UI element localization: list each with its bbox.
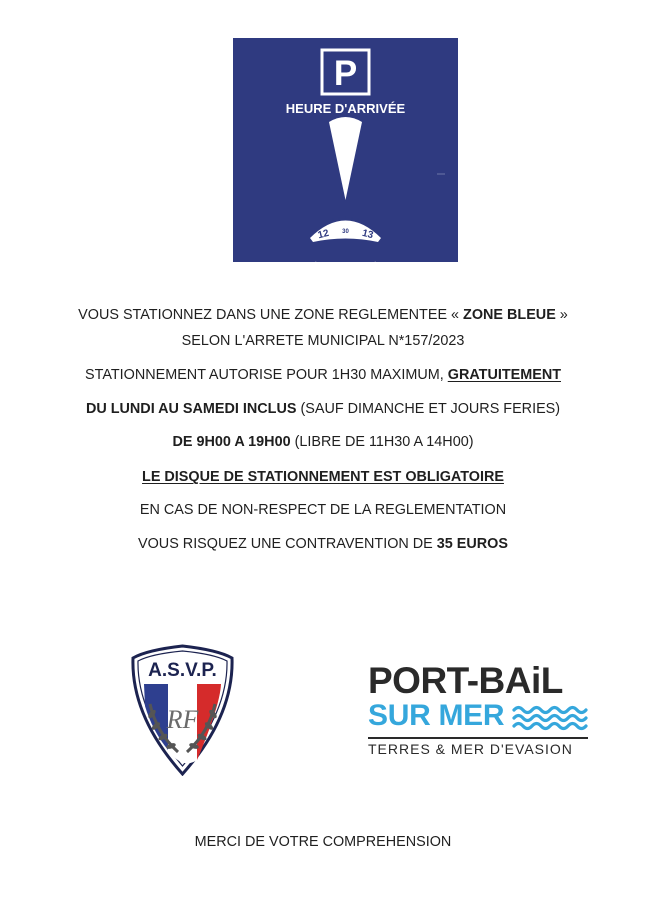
notice-line-duration	[0, 366, 646, 384]
parking-disc-graphic	[233, 38, 458, 262]
arrival-pointer	[329, 117, 362, 200]
parking-letter: P	[333, 54, 358, 93]
notice-line-hours	[0, 433, 646, 451]
notice-hours-free: (LIBRE DE 11H30 A 14H00)	[290, 434, 474, 450]
notice-line-decree: SELON L'ARRETE MUNICIPAL N*157/2023	[181, 333, 465, 349]
notice-duration-text: STATIONNEMENT AUTORISE POUR 1H30 MAXIMUM,	[85, 367, 448, 383]
asvp-monogram: RF	[166, 705, 199, 734]
notice-fine-text: VOUS RISQUEZ UNE CONTRAVENTION DE	[138, 536, 437, 552]
asvp-badge	[130, 644, 235, 776]
notice-zone-text: VOUS STATIONNEZ DANS UNE ZONE REGLEMENTEE «	[78, 307, 464, 323]
notice-mandatory-text: LE DISQUE DE STATIONNEMENT EST OBLIGATOIRE	[142, 469, 504, 485]
logo-line-sur-mer: SUR MER	[368, 699, 505, 732]
notice-fine-amount: 35 EUROS	[436, 536, 508, 552]
notice-line-mandatory	[0, 468, 646, 486]
notice-line-fine	[0, 535, 646, 553]
notice-line-days	[0, 400, 646, 418]
disc-caption: HEURE D'ARRIVÉE	[285, 101, 406, 116]
dial-hour-left: 12	[316, 227, 331, 242]
notice-free-label: GRATUITEMENT	[447, 367, 561, 383]
notice-line-noncompliance: EN CAS DE NON-RESPECT DE LA REGLEMENTATION	[139, 502, 507, 518]
dial-hour-right: 13	[360, 227, 375, 242]
notice-line-zone	[0, 306, 646, 324]
port-bail-logo	[366, 660, 596, 760]
logo-line-port-bail: PORT-BAiL	[368, 660, 563, 701]
notice-zone-name: ZONE BLEUE	[463, 307, 556, 323]
logo-divider	[368, 737, 588, 739]
dial-minutes: 30	[342, 229, 349, 235]
parking-disc	[233, 38, 458, 262]
thanks-footer: MERCI DE VOTRE COMPREHENSION	[194, 834, 452, 850]
notice-hours-bold: DE 9H00 A 19H00	[172, 434, 291, 450]
notice-zone-quote: »	[555, 307, 568, 323]
notice-days-bold: DU LUNDI AU SAMEDI INCLUS	[85, 401, 297, 417]
waves-icon	[512, 704, 588, 732]
logo-tagline: TERRES & MER D'EVASION	[368, 741, 573, 757]
asvp-title: A.S.V.P.	[148, 660, 217, 681]
notice-days-exceptions: (SAUF DIMANCHE ET JOURS FERIES)	[296, 401, 561, 417]
asvp-shield-icon	[130, 644, 235, 776]
